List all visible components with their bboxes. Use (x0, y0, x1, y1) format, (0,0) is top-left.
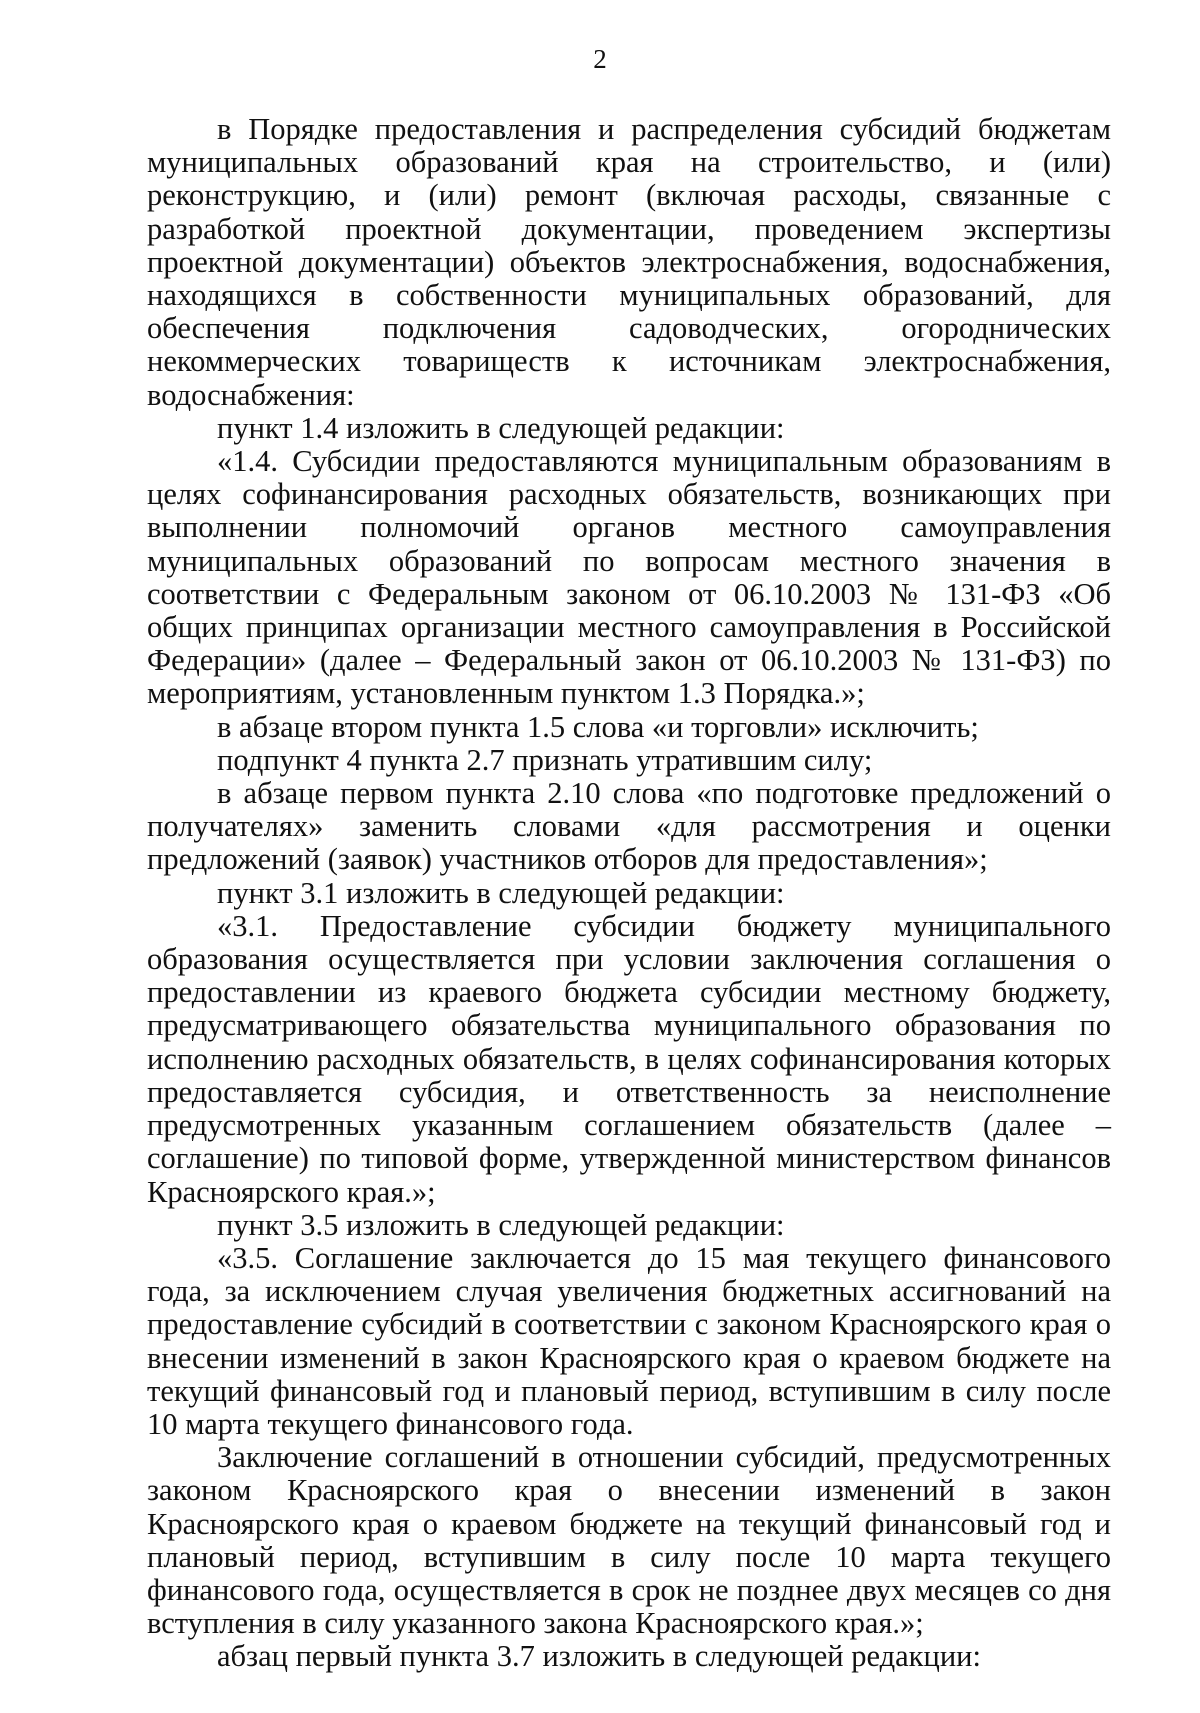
paragraph-item-1-4-text: «1.4. Субсидии предоставляются муниципальным образованиям в целях софинансирования расходных обязательств, возникающих при выполнении полномочий органов местного самоуправления муниципальных образований по вопросам местного значения в соответствии с Федеральным законом от 06.10.2003 № 131-ФЗ «Об общих принципах организации местного самоуправления в Российской Федерации» (далее – Федеральный закон от 06.10.2003 № 131-ФЗ) по мероприятиям, установленным пунктом 1.3 Порядка.»; (147, 444, 1111, 711)
paragraph-item-3-5-heading: пункт 3.5 изложить в следующей редакции: (217, 1207, 785, 1242)
page-number: 2 (593, 44, 607, 74)
paragraph-item-3-5-text: «3.5. Соглашение заключается до 15 мая текущего финансового года, за исключением случая увеличения бюджетных ассигнований на предоставление субсидий в соответствии с законом Красноярского края о внесении изменений в закон Красноярского края о краевом бюджете на текущий финансовый год и плановый период, вступившим в силу после 10 марта текущего финансового года. (147, 1240, 1111, 1441)
paragraph-item-3-1-text: «3.1. Предоставление субсидии бюджету муниципального образования осуществляется при условии заключения соглашения о предоставлении из краевого бюджета субсидии местному бюджету, предусматривающего обязательства муниципального образования по исполнению расходных обязательств, в целях софинансирования которых предоставляется субсидия, и ответственность за неисполнение предусмотренных указанным соглашением обязательств (далее – соглашение) по типовой форме, утвержденной министерством финансов Красноярского края.»; (147, 908, 1111, 1209)
paragraph-order-intro: в Порядке предоставления и распределения субсидий бюджетам муниципальных образований края на строительство, и (или) реконструкцию, и (или) ремонт (включая расходы, связанные с разработкой проектной документации, проведением экспертизы проектной документации) объектов электроснабжения, водоснабжения, находящихся в собственности муниципальных образований, для обеспечения подключения садоводческих, огороднических некоммерческих товариществ к источникам электроснабжения, водоснабжения: (147, 112, 1111, 412)
paragraph-item-1-4-heading: пункт 1.4 изложить в следующей редакции: (217, 410, 785, 445)
paragraph-item-1-5-change: в абзаце втором пункта 1.5 слова «и торговли» исключить; (217, 709, 979, 744)
paragraph-item-2-10-change: в абзаце первом пункта 2.10 слова «по подготовке предложений о получателях» заменить словами «для рассмотрения и оценки предложений (заявок) участников отборов для предоставления»; (147, 776, 1111, 877)
paragraph-item-3-1-heading: пункт 3.1 изложить в следующей редакции: (217, 875, 785, 910)
document-body (147, 113, 1111, 1674)
paragraph-item-3-7-heading: абзац первый пункта 3.7 изложить в следующей редакции: (217, 1639, 981, 1674)
paragraph-item-2-7-change: подпункт 4 пункта 2.7 признать утратившим силу; (217, 742, 873, 777)
paragraph-item-3-5-text-continued: Заключение соглашений в отношении субсидий, предусмотренных законом Красноярского края о внесении изменений в закон Красноярского края о краевом бюджете на текущий финансовый год и плановый период, вступившим в силу после 10 марта текущего финансового года, осуществляется в срок не позднее двух месяцев со дня вступления в силу указанного закона Красноярского края.»; (147, 1440, 1111, 1641)
